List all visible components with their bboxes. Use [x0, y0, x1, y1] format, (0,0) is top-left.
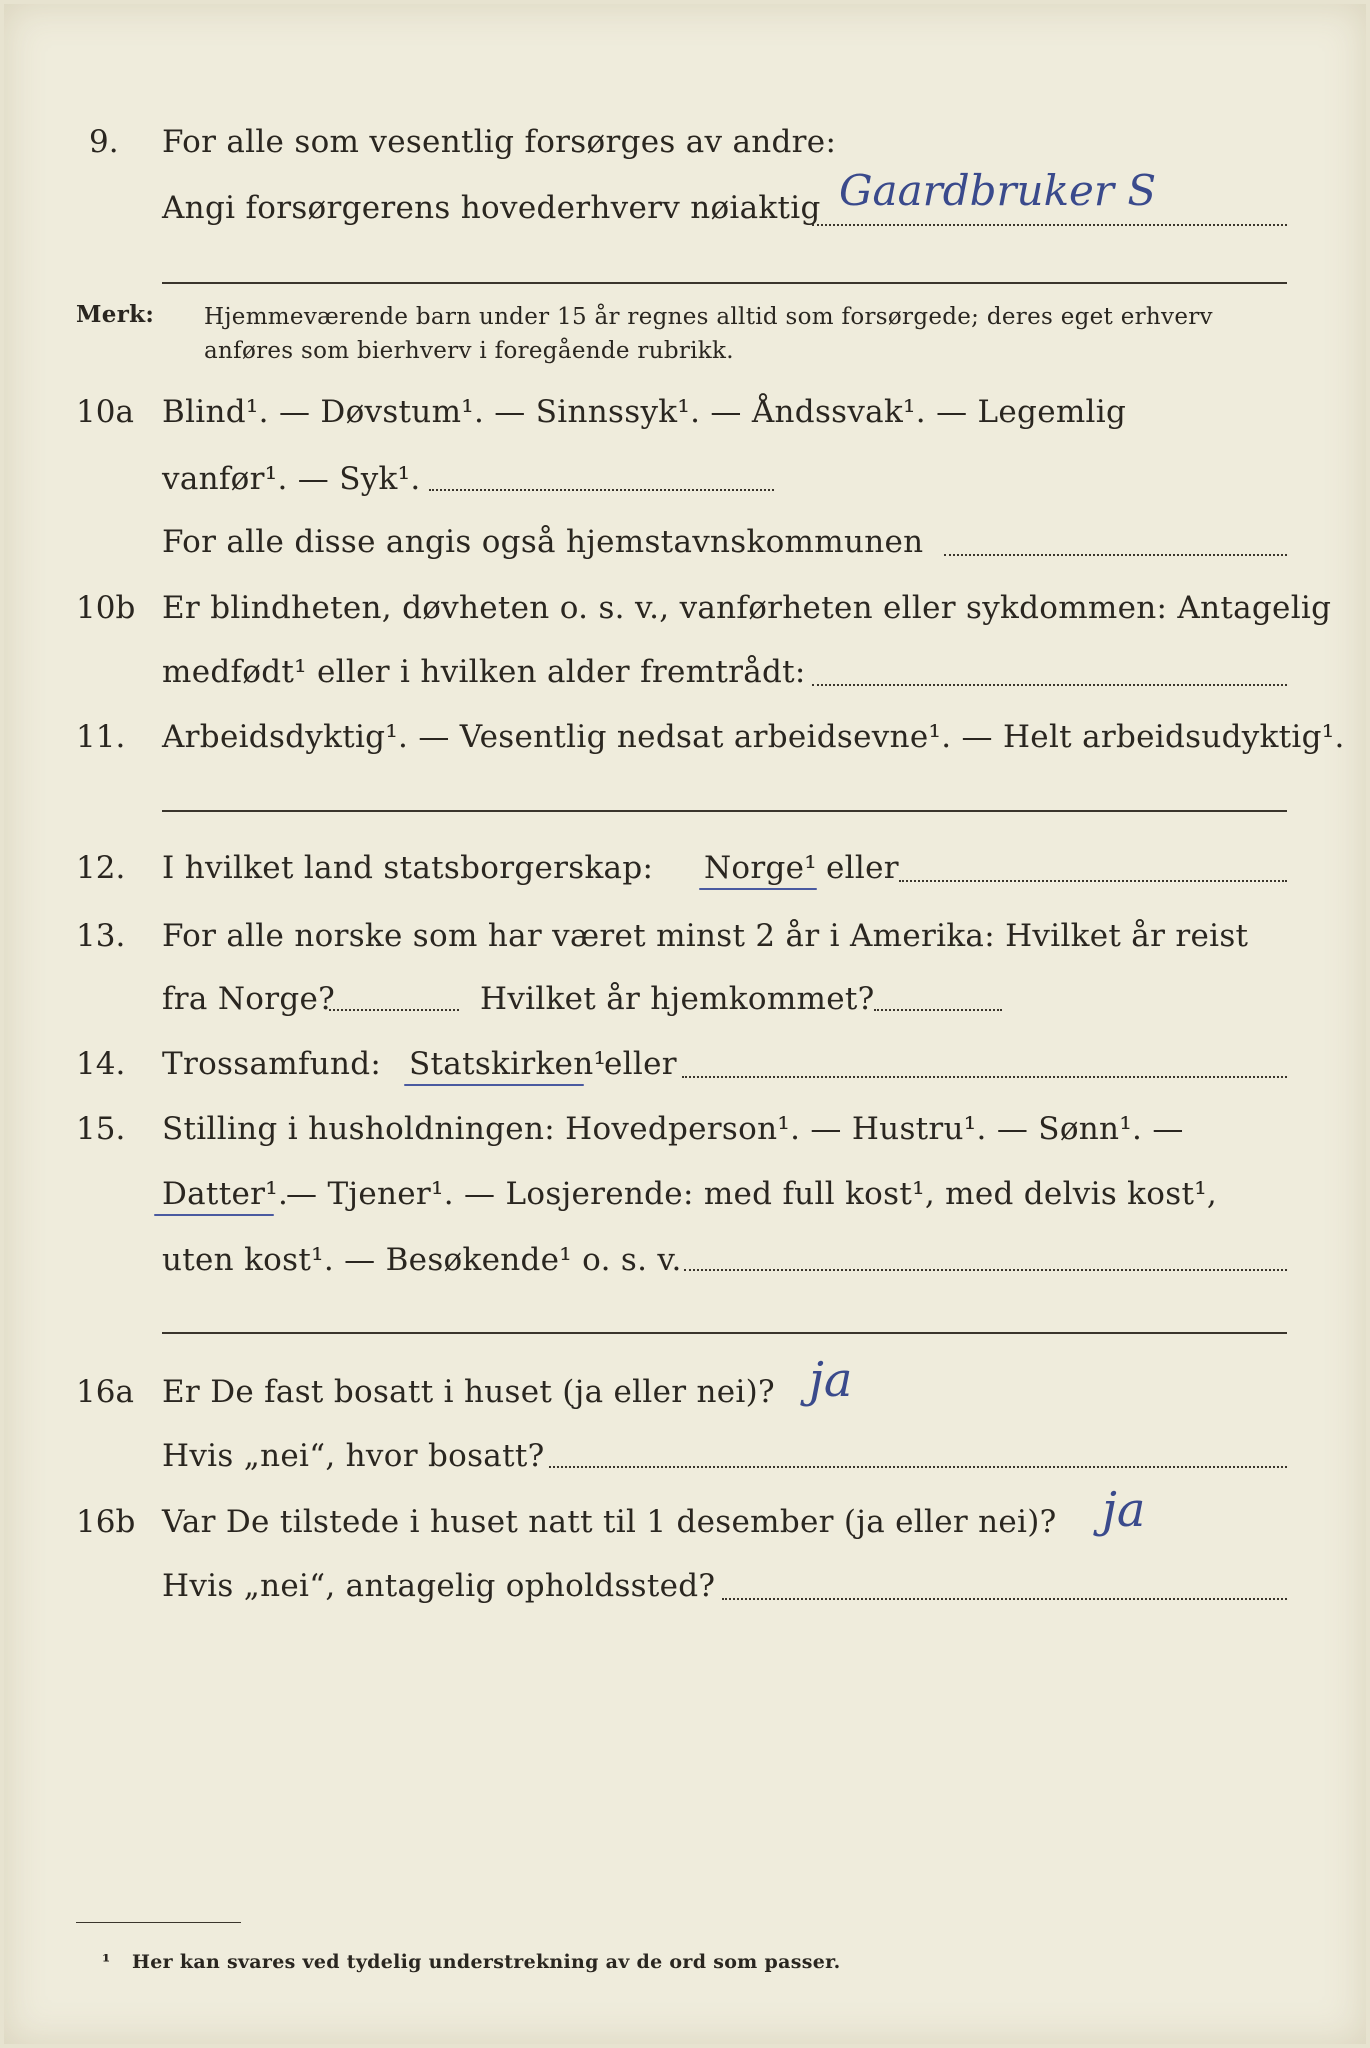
census-form-page — [4, 4, 1366, 2044]
q9-number: 9. — [89, 124, 119, 160]
q9-line2: Angi forsørgerens hovederhverv nøiaktig — [162, 190, 821, 226]
q16b-answer-line — [722, 1598, 1287, 1600]
q12-line1a: I hvilket land statsborgerskap: — [162, 850, 654, 886]
q13-line2a: fra Norge? — [162, 981, 336, 1017]
q11-divider — [162, 810, 1287, 812]
q16b-line1: Var De tilstede i huset natt til 1 desember (ja eller nei)? — [162, 1504, 1057, 1540]
q16b-handwritten-answer: ja — [1102, 1482, 1146, 1538]
q16a-line2: Hvis „nei“, hvor bosatt? — [162, 1438, 545, 1474]
q10a-line2: vanfør¹. — Syk¹. — [162, 461, 421, 497]
q9-handwritten-answer: Gaardbruker S — [839, 166, 1157, 215]
q14-answer-line — [682, 1076, 1287, 1078]
q15-datter: Datter¹. — [162, 1176, 289, 1212]
merk-label: Merk: — [76, 301, 155, 328]
q15-divider — [162, 1332, 1287, 1334]
q12-norge-underline — [699, 888, 817, 890]
q12-answer-line — [899, 880, 1287, 882]
q9-line1: For alle som vesentlig forsørges av andre: — [162, 124, 837, 160]
q12-number: 12. — [76, 850, 126, 886]
q13-line1: For alle norske som har været minst 2 år i Amerika: Hvilket år reist — [162, 918, 1249, 954]
q10a-line3: For alle disse angis også hjemstavnskommunen — [162, 524, 924, 560]
q14-number: 14. — [76, 1046, 126, 1082]
q16a-answer-line — [549, 1466, 1287, 1468]
q15-line1: Stilling i husholdningen: Hovedperson¹. — Hustru¹. — Sønn¹. — — [162, 1111, 1184, 1147]
footnote-text: Her kan svares ved tydelig understrekning av de ord som passer. — [132, 1951, 841, 1973]
q13-number: 13. — [76, 918, 126, 954]
q14-statskirken: Statskirken¹ — [409, 1046, 607, 1082]
q15-line3: uten kost¹. — Besøkende¹ o. s. v. — [162, 1242, 682, 1278]
q10a-line1: Blind¹. — Døvstum¹. — Sinnssyk¹. — Åndssvak¹. — Legemlig — [162, 394, 1127, 430]
q10b-answer-line — [812, 684, 1287, 686]
q11-line1: Arbeidsdyktig¹. — Vesentlig nedsat arbeidsevne¹. — Helt arbeidsudyktig¹. — [162, 719, 1345, 755]
q16a-number: 16a — [76, 1374, 134, 1410]
q16a-handwritten-answer: ja — [809, 1352, 853, 1408]
merk-line2: anføres som bierhverv i foregående rubrikk. — [204, 338, 734, 364]
q16b-number: 16b — [76, 1504, 136, 1540]
q10b-number: 10b — [76, 590, 136, 626]
q12-norge: Norge¹ — [704, 850, 818, 886]
q16b-line2: Hvis „nei“, antagelig opholdssted? — [162, 1568, 716, 1604]
q15-number: 15. — [76, 1111, 126, 1147]
q10b-line2: medfødt¹ eller i hvilken alder fremtrådt: — [162, 654, 806, 690]
q12-eller: eller — [826, 850, 899, 886]
q13-reist-line — [329, 1009, 459, 1011]
q10b-line1: Er blindheten, døvheten o. s. v., vanførheten eller sykdommen: Antagelig — [162, 590, 1332, 626]
q10a-number: 10a — [76, 394, 134, 430]
q10a-hjemstavn-line — [944, 554, 1287, 556]
q13-line2b: Hvilket år hjemkommet? — [480, 981, 875, 1017]
q15-datter-underline — [154, 1214, 274, 1216]
footnote-mark: ¹ — [102, 1951, 111, 1973]
q9-answer-line — [812, 224, 1287, 226]
q14-line1a: Trossamfund: — [162, 1046, 382, 1082]
q14-eller: eller — [604, 1046, 677, 1082]
q11-number: 11. — [76, 719, 126, 755]
footnote-divider — [76, 1922, 241, 1923]
q15-answer-line — [684, 1269, 1287, 1271]
q15-line2b: — Tjener¹. — Losjerende: med full kost¹, med delvis kost¹, — [286, 1176, 1218, 1212]
q10a-syk-line — [429, 489, 774, 491]
q13-hjemkommet-line — [874, 1009, 1002, 1011]
q16a-line1: Er De fast bosatt i huset (ja eller nei)? — [162, 1374, 775, 1410]
merk-line1: Hjemmeværende barn under 15 år regnes alltid som forsørgede; deres eget erhverv — [204, 304, 1213, 330]
q14-statskirken-underline — [404, 1084, 584, 1086]
q9-divider — [162, 282, 1287, 284]
